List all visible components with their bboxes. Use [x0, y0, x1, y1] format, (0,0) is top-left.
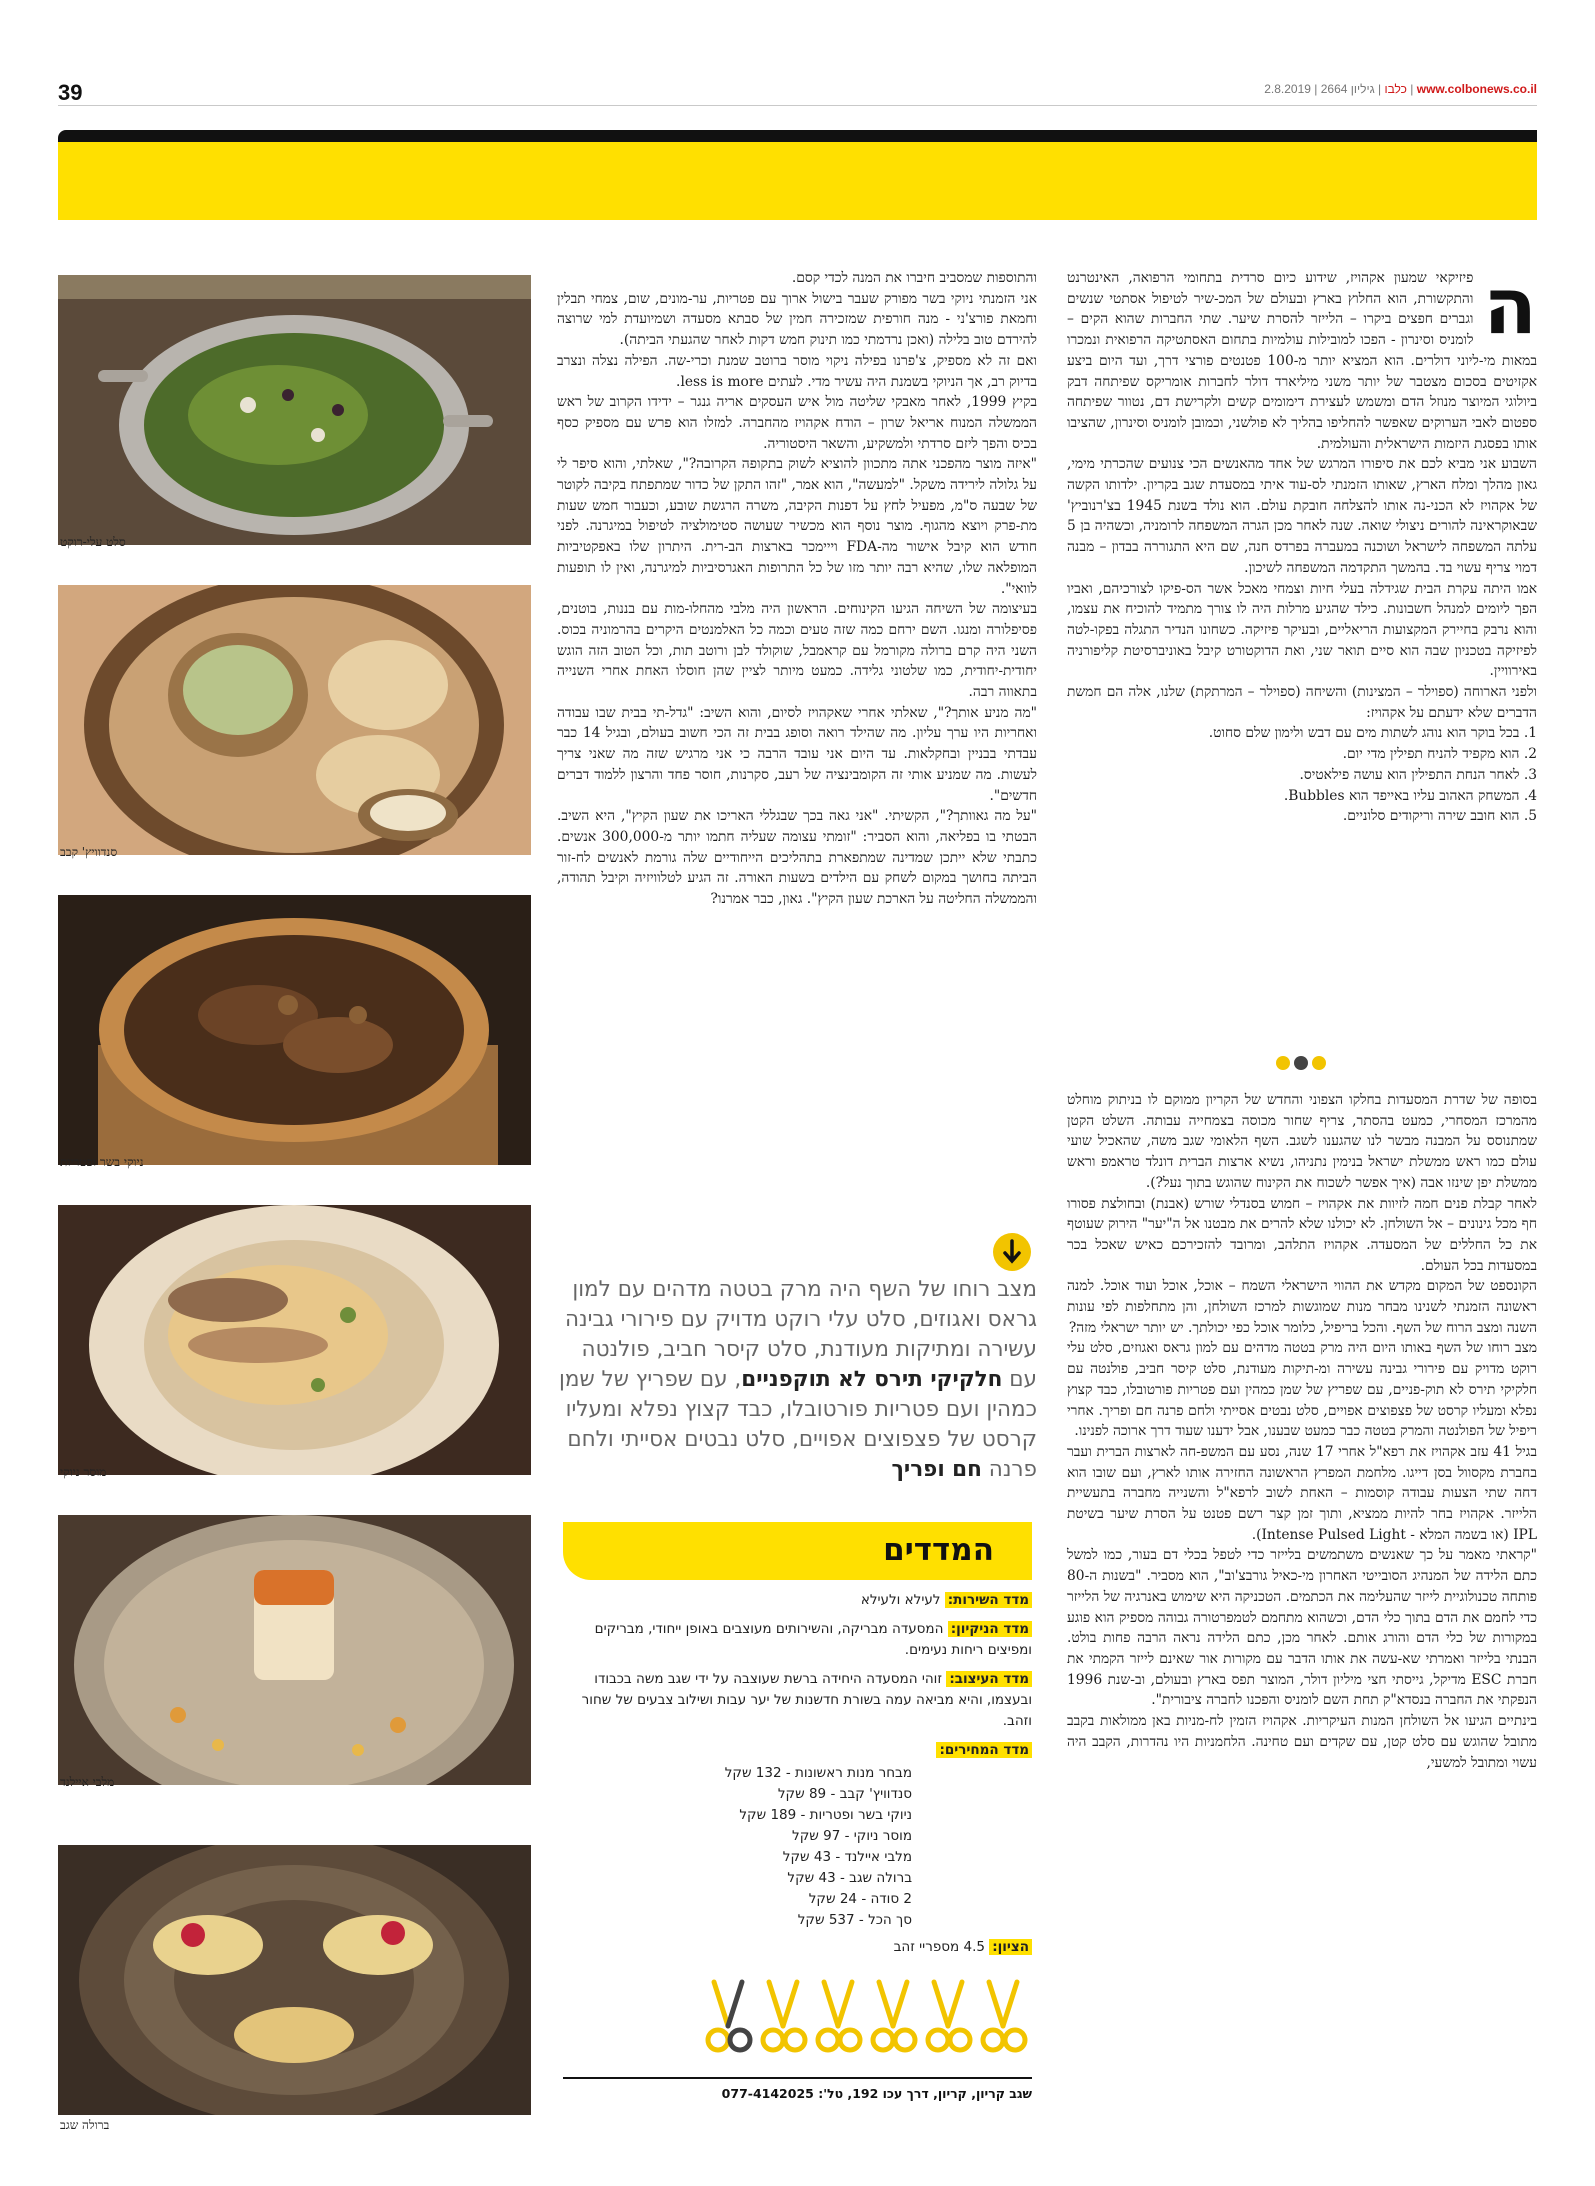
scissors-icon [873, 1982, 915, 2050]
article-column-middle [557, 268, 1037, 910]
measure-value: לעילא ולעילא [860, 1592, 941, 1608]
photo-caption: מוסר ניוקי [60, 1465, 107, 1479]
measure-value: זוהי המסעדה היחידה ברשת שעוצבה על ידי שגב משה בכבודו ובעצמו, והיא מביאה עמה בשורת חדשנות של יער עבות ושילוב צבעים של שחור וזהב. [581, 1671, 1032, 1729]
fact-item: 3. לאחר הנחת התפילין הוא עושה פילאטיס. [1299, 766, 1537, 783]
photo-brulee [58, 1845, 531, 2115]
pull-quote [557, 1275, 1037, 1485]
article-paragraph: אני הזמנתי ניוקי בשר מפורק שעבר בישול ארוך עם פטריות, ער-מונים, שום, צמחי תבלין וחמאת פורצ'ני - מנה חורפית שמזכירה חמין של סבתא מסעדה ושמיועדת למי שרוצה להירדם טוב בלילה (ואכן נרדמתי כמו תינוק חמש דקות לאחר שהגעתי הביתה). [557, 290, 1037, 349]
scissors-icon [818, 1982, 860, 2050]
measure-label: מדד העיצוב: [946, 1671, 1032, 1687]
facts-list [1067, 723, 1537, 827]
pull-quote-text: מצב רוחו של השף היה מרק בטטה מדהים עם למון גראס ואגוזים, סלט עלי רוקט מדויק עם פירורי גבינה עשירה ומתיקות מעודנת, סלט קיסר חביב, פולנטה עם [565, 1277, 1037, 1392]
page-number: 39 [58, 80, 83, 105]
site-url[interactable]: www.colbonews.co.il [1416, 82, 1537, 96]
price-item: מוסר ניוקי - 97 שקל [792, 1828, 912, 1844]
scissors-half-icon [708, 1982, 750, 2050]
issue-date: 2.8.2019 [1264, 82, 1311, 96]
article-paragraph: פיזיקאי שמעון אקהויז, שידוע כיום סרדית בתחומי הרפואה, האינטרנט והתקשורת, הוא החלוץ בארץ ובעולם של המכ-שיר לטיפול אסתטי שנשים וגברים חפצים ביקרו – הלייזר להסרת שיער. שתי החברות שהוא הקים – לומניס וסינרון - הפכו למובילות עולמיות בתחום האסתטיקה הרפואית ונמכרו במאות מי-ליוני דולרים. הוא המציא יותר מ-100 פטנטים פורצי דרך, ועד היום ביצע אקזיטים בסכום מצטבר של יותר משני מיליארד דולר לחברות אומריקס שפיתחה דבק ביולוגי המיוצר מנוזל הדם ומשמש לעצירת דימומים קשים ולקרישת דם, נטוור שפיתחה ספטום לאבי הערוקים שאפשר להחליפו בהליך לא פולשני, וכמובן לומניס וסינרון, שהציבו אותו בפסגת היזמות הישראלית והעולמית. [1067, 270, 1537, 452]
article-paragraph: השבוע אני מביא לכם את סיפורו המרגש של אחד מהאנשים הכי צנועים שהכרתי מימי, גאון מהלך ומלח הארץ, שאותו הזמנתי לס-עוד איתי במסעדת שגב בקריון. ילדותו הקשה של אקהויז לא הכני-נה אותו להצלחה חובקת עולם. הוא נולד בשנת 1945 בצ'רנוביץ' שבאוקראינה להורים ניצולי שואה. שנה לאחר מכן הגרה המשפחה לרומניה, וכשהיה בן 5 עלתה המשפחה לישראל ושוכנה במעברה בפרדס חנה, שם היא התגוררה בבדון – מבנה דמוי צריף עשוי בד. בהמשך התקדמה המשפחה לשיכון. [1067, 456, 1537, 576]
article-paragraph: בקיץ 1999, לאחר מאבקי שליטה מול איש העסקים אריה גנגר – ידידו הקרוב של ראש הממשלה המנוח אריאל שרון – הודח אקהויז מהחברה. למזלו הוא פרש עם מספיק כסף בכיס והפך ליזם סרדתי ולמשקיע, והשאר היסטוריה. [557, 394, 1038, 452]
star-dot-icon [1276, 1056, 1290, 1070]
photo-fish-gnocchi [58, 1205, 531, 1475]
photo-kebab-sandwich [58, 585, 531, 855]
article-paragraph: "קראתי מאמר על כך שאנשים משתמשים בלייזר כדי לטפל בכלי דם בעור, כמו למשל כתם הלידה של המנהיג הסובייטי האחרון מי-כאיל גורבצ'וב", הוא מסביר. "בשנות ה-80 פותחה טכנולוגיית לייזר שהעלימה את הכתמים. הטכניקה היא שימוש באנרגיה של הלייזר כדי לחמם את הדם בתוך כלי הדם, וכשהוא מתחמם לטמפרטורה גבוהה מספיק הוא פוגע במקורות של כלי הדם והורג אותם. לאחר מכן, כתם הלידה נראה הרבה פחות בולט. הבנתי בלייזר ואמרתי שא-עשה את אותו הדבר עם מקורות אור שאינם לייזר הקמתי את חברת ESC מדיקל, גייסתי חצי מיליון דולר, המוצר תפס בארץ ובעולם, וב-שנת 1996 הנפקתי את החברה בנסדא"ק תחת השם לומניס והפכנו לחברה ציבורית". [1067, 1547, 1537, 1709]
article-column-right [1067, 262, 1537, 827]
yellow-band [58, 140, 1537, 220]
photo-malabi [58, 1515, 531, 1785]
fact-item: 1. בכל בוקר הוא נוהג לשתות מים עם דבש ולימון שלם סחוט. [1208, 725, 1537, 742]
header-info: www.colbonews.co.il | כלבו | גיליון 2664 | 2.8.2019 [1264, 82, 1537, 96]
scissors-rating [700, 1976, 1030, 2058]
section-divider-dots [1268, 1052, 1328, 1072]
price-item: סך הכל - 537 שקל [797, 1912, 912, 1928]
article-paragraph: "איזה מוצר מהפכני אתה מתכוון להוציא לשוק בתקופה הקרובה?", שאלתי, והוא סיפר לי על גלולה לירידה משקל. "למעשה", הוא אמר, "זהו התקן של כדור שמתפתח בקיבה לקוטר של שבעה ס"מ, מפעיל לחץ על דפנות הקיבה, משרה הרגשת שובע, וכעבור חמש שעות מת-פרק ויוצא מהגוף. מוצר נוסף הוא מכשיר שעושה סטימולציה לטיפול במיגרנה. לפני חודש הוא קיבל אישור מה-FDA וייימכר בארצות הב-רית. היתרון שלו באפקטיביות המופלאה שלו, שהיא רבה יותר מזו של כל התרופות האגרסיביות למיגרנה, ואין לו תופעות לוואי". [557, 456, 1037, 597]
header-rule [58, 105, 1537, 106]
article-paragraph: בעיצומה של השיחה הגיעו הקינוחים. הראשון היה מלבי מהחלו-מות עם בננות, בוטנים, פסיפלורה ומנגו. השם ירחם כמה שזה טעים וכמה כל האלמנטים היקרים בהרמוניה בכוס. השני היה קרם ברולה מקורמל עם קראמבל, שוקולד לבן ורוטב תות, וכל הטוב הזה הוגש יחודית-יחודית, כמו שלטוני גלידה. כמעט מיותר לציין שהן חוסלו האחת אחרי השנייה בתאווה רבה. [557, 601, 1037, 701]
scissors-icon [763, 1982, 805, 2050]
photo-caption: סלט עלי-רוקט [60, 535, 126, 549]
measure-label: מדד המחירים: [936, 1742, 1032, 1758]
photo-caption: מלבי איילנד [60, 1775, 115, 1789]
price-item: ברולה שגב - 43 שקל [787, 1870, 912, 1886]
black-bar [58, 130, 1537, 142]
article-paragraph: "מה מניע אותך?", שאלתי אחרי שאקהויז לסיום, והוא השיב: "גדל-תי בבית שבו עבודה ואחריות היו ערך עליון. מה שהילד רואה וסופג בבית זה הכי חשוב בעולם, ובגיל 14 כבר עבדתי בבניין ובחקלאות. עד היום אני עובד הרבה כי אני מרגיש שזה מה שאני צריך לעשות. מה שמניע אותי זה הקומבינציה של רעב, סקרנות, חוסר פחד והרצון ללמוד דברים חדשים". [557, 704, 1037, 804]
price-item: סנדוויץ' קבב - 89 שקל [777, 1786, 912, 1802]
article-paragraph: בינתיים הגיעו אל השולחן המנות העיקריות. אקהויז הזמין לח-מניות באן ממולאות בקבב מתובל שהוגש עם סלט קטן, עם שקדים ועם טחינה. הלחמניות היו נהדרות, הקבב היה עשוי ומתובל למשעי, [1067, 1713, 1537, 1771]
measure-prices [563, 1740, 1032, 1761]
star-dot-icon [1294, 1056, 1308, 1070]
price-list [563, 1763, 1032, 1931]
drop-cap: ה [1483, 262, 1537, 352]
photo-caption: ברולה שגב [60, 2118, 110, 2132]
price-item: מלבי איילנד - 43 שקל [782, 1849, 912, 1865]
address-rule [563, 2077, 1032, 2079]
article-paragraph: הקונספט של המקום מקדש את ההווי הישראלי השמח – אוכל, אוכל ועוד אוכל. למנה ראשונה הזמנתי לשנינו מבחר מנות שמוגשות למרכז השולחן, והן מתחלפות לפי עונות השנה ומצב הרוח של השף. והכל בריפיל, כלומר אוכל כפי יכולתך. יש יותר ישראלי מזה? [1067, 1278, 1537, 1336]
measure-design [563, 1669, 1032, 1732]
measure-cleanliness [563, 1619, 1032, 1661]
issue-number: גיליון 2664 [1320, 82, 1375, 96]
pull-quote-highlight: חלקיקי תירס לא תוקפניים [741, 1367, 1003, 1392]
price-item: ניוקי בשר ופטריות - 189 שקל [739, 1807, 912, 1823]
measures-box [563, 1590, 1032, 1966]
scissors-icon [983, 1982, 1025, 2050]
article-column-right-lower [1067, 1090, 1537, 1773]
measure-value: 4.5 מספריי זהב [893, 1939, 985, 1955]
brand-name: כלבו [1384, 82, 1407, 96]
photo-rocket-salad [58, 275, 531, 545]
article-paragraph: והתוספות שמסביב חיברו את המנה לכדי קסם. [791, 270, 1037, 286]
price-item: 2 סודה - 24 שקל [808, 1891, 912, 1907]
measure-value: המסעדה מבריקה, והשירותים מעוצבים באופן ייחודי, מבריקים ומפיצים ריחות נעימים. [594, 1621, 1032, 1658]
measure-service [563, 1590, 1032, 1611]
pull-quote-text: , עם שפריץ של שמן כמהין ועם פטריות פורטובלו, כבד קצוץ נפלא ומעליו קרסט של פצפוצים אפויים, סלט נבטים אסייתי ולחם פרנה [558, 1367, 1037, 1482]
measures-title: המדדים [883, 1532, 994, 1568]
measures-header [563, 1522, 1032, 1580]
fact-item: 4. המשחק האהוב עליו באייפד הוא Bubbles. [1283, 787, 1537, 804]
article-paragraph: בסופה של שדרת המסעדות בחלקו הצפוני והחדש של הקריון ממוקם לו בניתוק מוחלט מהמרכז המסחרי, כמעט בהסתר, צריף שחור מכוסה בצמחייה עבותה. השלט הקטן שמתנוסס על המבנה מבשר לנו שהגענו לשגב. השף הלאומי שגב משה, שהאכיל שועי עולם כמו ראש ממשלת ישראל בנימין נתניהו, נשיא ארצות הברית דונלד טראמפ וראש ממשלת יפן שינזו אבה (איך אפשר לשכוח את הקינוח שהוגש בתוך נעל?). [1067, 1092, 1537, 1191]
article-paragraph: בגיל 41 עזב אקהויז את רפא"ל אחרי 17 שנה, נסע עם המשפ-חה לארצות הברית ועבר בחברת מקסוול בסן דייגו. מלחמת המפרץ הראשונה החזירה אותו לארץ, ועם שובו הוא דחה שתי הצעות עבודה קוסמות – האחת לשוב לרפא"ל והשנייה מחברה בתעשיית הלייזר. אקהויז בחר להיות ממציא, ותוך זמן קצר רשם פטנט על הסרת שיער בשיטת IPL (או בשמה המלא - Intense Pulsed Light). [1067, 1443, 1537, 1543]
photo-caption: סנדוויץ' קבב [60, 845, 118, 859]
fact-item: 5. הוא חובב שירה וריקודים סלוניים. [1342, 808, 1537, 825]
measure-label: מדד הניקיון: [948, 1621, 1032, 1637]
restaurant-address: שגב קריון, קריון, דרך עכו 192, טל': 077-4142025 [721, 2086, 1032, 2101]
article-paragraph: לאחר קבלת פנים חמה לזיוות את אקהויז – חמוש בסנדלי שורש (אבנת) ובחולצת פסורו חף מכל גינונים – אל השולחן. לא יכולנו שלא להרים את מבטנו אל ה"יער" הירוק שעוטף את כל החללים של המסעדה. אקהויז התלהב, ומרובד להזכירכם כאיש שאכל בכר במסעדות בכל העולם. [1067, 1195, 1537, 1274]
arrow-down-icon [993, 1233, 1031, 1271]
photo-caption: ניוקי בשר ופטריות [60, 1155, 144, 1169]
article-paragraph: ואם זה לא מספיק, צ'פרנו בפילה ניקוי מוסר ברוטב שמנת וכרי-שה. הפילה נצלה ונצרב בדיוק רב, אך הניוקי בשמנת היה עשיר מדי. לעתים less is more. [557, 352, 1037, 390]
price-item: מבחר מנות ראשונות - 132 שקל [724, 1765, 912, 1781]
measure-score [563, 1937, 1032, 1958]
measure-label: מדד השירות: [945, 1592, 1032, 1608]
fact-item: 2. הוא מקפיד להניח תפילין מדי יום. [1342, 746, 1537, 763]
article-paragraph: מצב רוחו של השף באותו היום היה מרק בטטה מדהים עם למון גראס ואגוזים, סלט עלי רוקט מדויק עם פירורי גבינה עשירה ומ-תיקות מעודנת, סלט קיסר חביב, פולנטה עם חלקיקי תירס לא תוק-פניים, עם שפריץ של שמן כמהין ועם פטריות פורטובלו, כבד קצוץ נפלא ומעליו קרסט של פצפוצים אפויים, סלט נבטים אסייתי ולחם פרנה חם ופריך. אחרי ריפיל של הפולנטה והמרק בטטה כבר כמעט שבענו, אבל ידענו שעוד דרך ארוכה לפנינו. [1067, 1340, 1537, 1440]
article-paragraph: "על מה גאוותך?", הקשיתי. "אני גאה בכך שבגללי האריכו את שעון הקיץ", היא השיב. הבטתי בו בפליאה, והוא הסביר: "זומתי עצומה שעליה חתמו יותר מ-300,000 אנשים. כתבתי שלא ייתכן שמדינה שמתפארת בתהליכים הייחודיים שלה גורמת לאנשים לח-זור הביתה בחושך במקום לשחק עם הילדים בשעות האורה. זה הגיע לטלוויזיה וקיבל תהודה, והממשלה החליטה על הארכת שעון הקיץ". גאון, כבר אמרנו? [557, 808, 1037, 908]
star-dot-icon [1312, 1056, 1326, 1070]
article-paragraph: ולפני הארוחה (ספוילר – המצינות) והשיחה (ספוילר – המרתקת) שלנו, אלה הם חמשת הדברים שלא ידעתם על אקהויז: [1067, 684, 1537, 721]
photo-gnocchi-mushrooms [58, 895, 531, 1165]
pull-quote-highlight: חם ופריך [891, 1457, 982, 1482]
scissors-icon [928, 1982, 970, 2050]
article-paragraph: אמו היתה עקרת הבית שגידלה בעלי חיות וצמחי מאכל אשר הס-פיקו לצורכיהם, ואביו הפך ליומים למנהל חשבונות. כילד שהגיע מרלות היה לו צורך מתמיד להוכיח את עצמו, והוא נרבק בחיירק המקצועות הריאליים, ובעיקר פיזיקה. כשחונו הנדיר התגלה בפקו-לטה לפיזיקה בטכניון שבה הוא סיים תואר שני, ואת הדוקטורט קיבל באוניברסיטת קליפורניה באירוויין. [1067, 580, 1537, 680]
measure-label: הציון: [989, 1939, 1032, 1955]
